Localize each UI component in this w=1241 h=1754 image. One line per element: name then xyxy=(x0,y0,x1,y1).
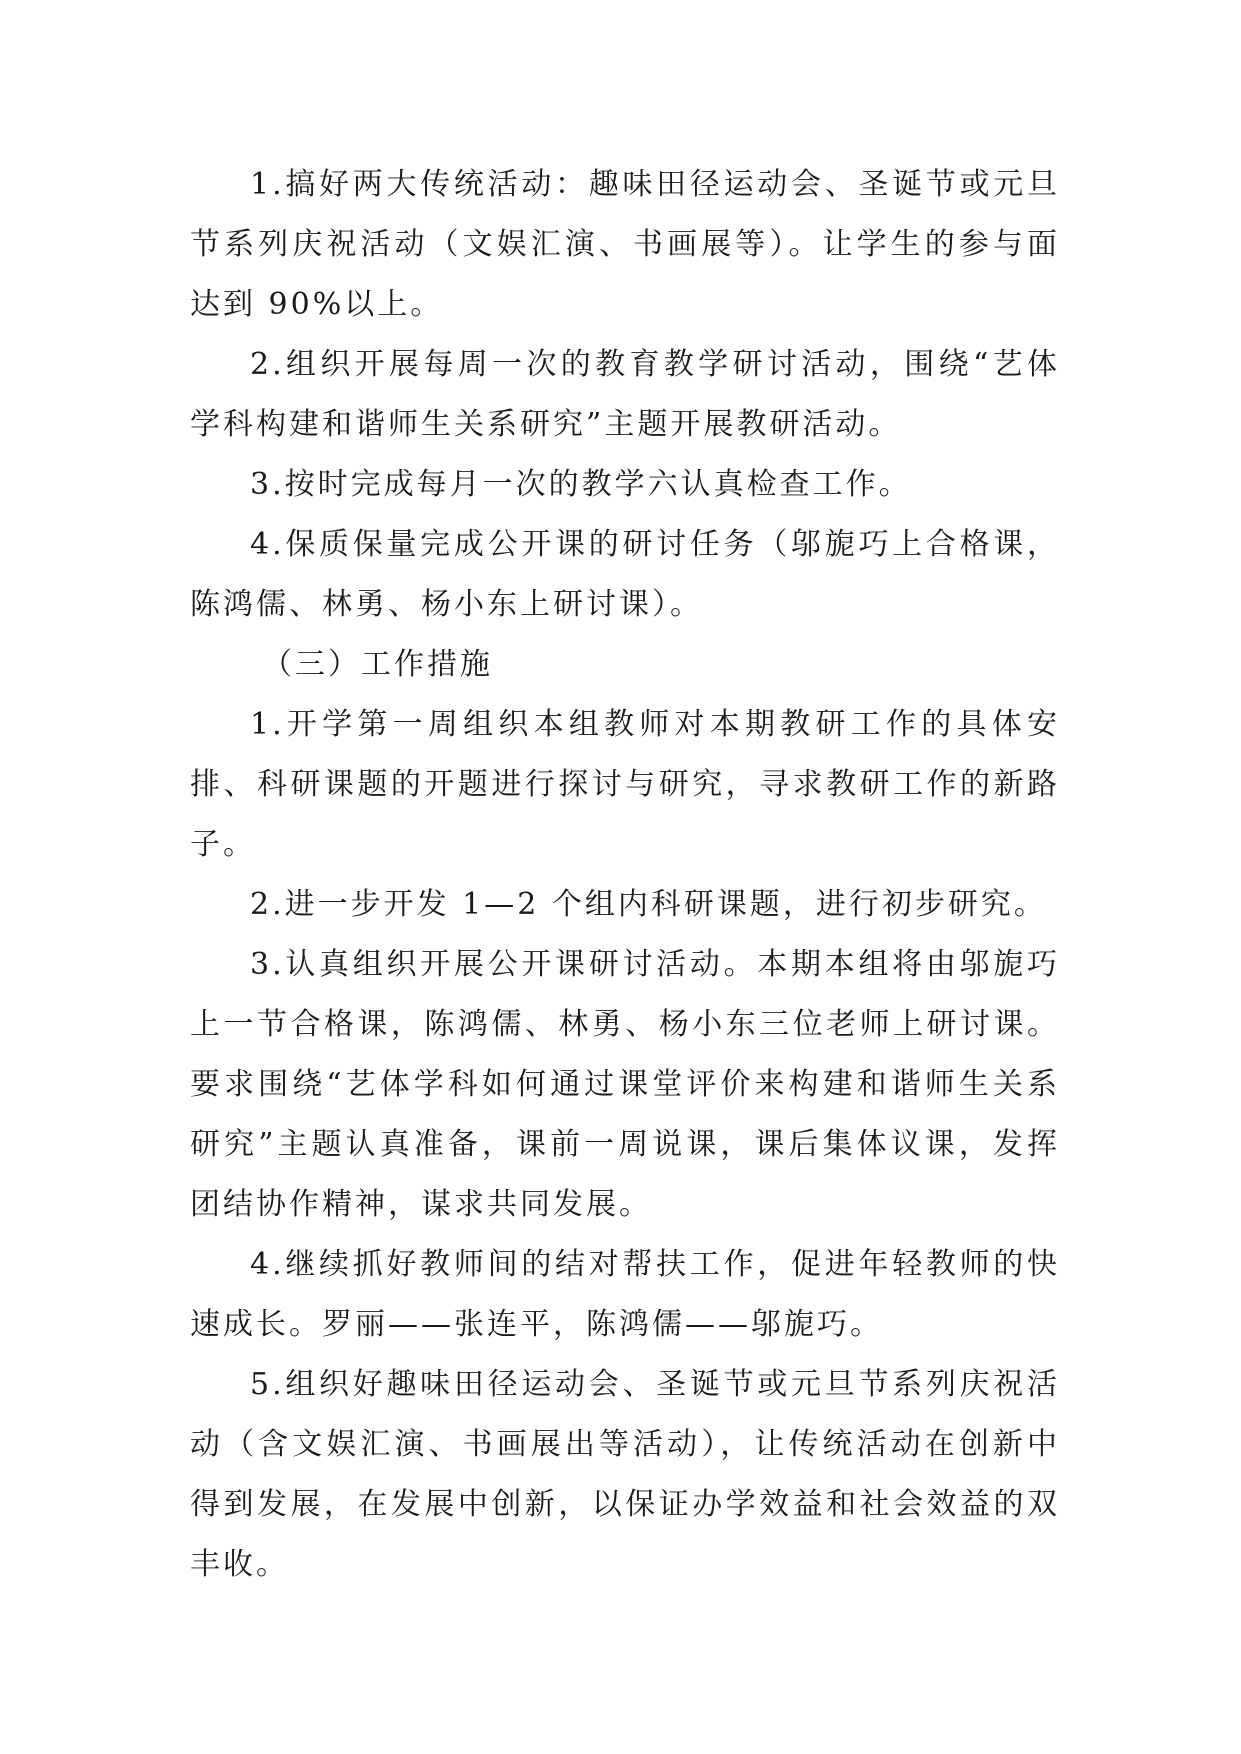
measure-paragraph-1: 1.开学第一周组织本组教师对本期教研工作的具体安排、科研课题的开题进行探讨与研究，寻求教研工作的新路子。 xyxy=(190,707,1060,862)
measure-paragraph-3: 3.认真组织开展公开课研讨活动。本期本组将由邬旎巧上一节合格课，陈鸿儒、林勇、杨小东三位老师上研讨课。要求围绕“艺体学科如何通过课堂评价来构建和谐师生关系研究”主题认真准备，课前一周说课，课后集体议课，发挥团结协作精神，谋求共同发展。 xyxy=(190,947,1060,1222)
goal-paragraph-3: 3.按时完成每月一次的教学六认真检查工作。 xyxy=(250,467,912,502)
measure-paragraph-2: 2.进一步开发 1—2 个组内科研课题，进行初步研究。 xyxy=(250,887,1047,922)
document-page xyxy=(190,155,1060,1595)
measure-paragraph-4: 4.继续抓好教师间的结对帮扶工作，促进年轻教师的快速成长。罗丽——张连平，陈鸿儒——邬旎巧。 xyxy=(190,1247,1060,1342)
goal-paragraph-1: 1.搞好两大传统活动：趣味田径运动会、圣诞节或元旦节系列庆祝活动（文娱汇演、书画展等）。让学生的参与面达到 90%以上。 xyxy=(190,167,1060,322)
section-heading: （三）工作措施 xyxy=(262,647,493,682)
measure-paragraph-5: 5.组织好趣味田径运动会、圣诞节或元旦节系列庆祝活动（含文娱汇演、书画展出等活动），让传统活动在创新中得到发展，在发展中创新，以保证办学效益和社会效益的双丰收。 xyxy=(190,1367,1060,1582)
goal-paragraph-4: 4.保质保量完成公开课的研讨任务（邬旎巧上合格课，陈鸿儒、林勇、杨小东上研讨课）。 xyxy=(190,527,1060,622)
goal-paragraph-2: 2.组织开展每周一次的教育教学研讨活动，围绕“艺体学科构建和谐师生关系研究”主题开展教研活动。 xyxy=(190,347,1060,442)
